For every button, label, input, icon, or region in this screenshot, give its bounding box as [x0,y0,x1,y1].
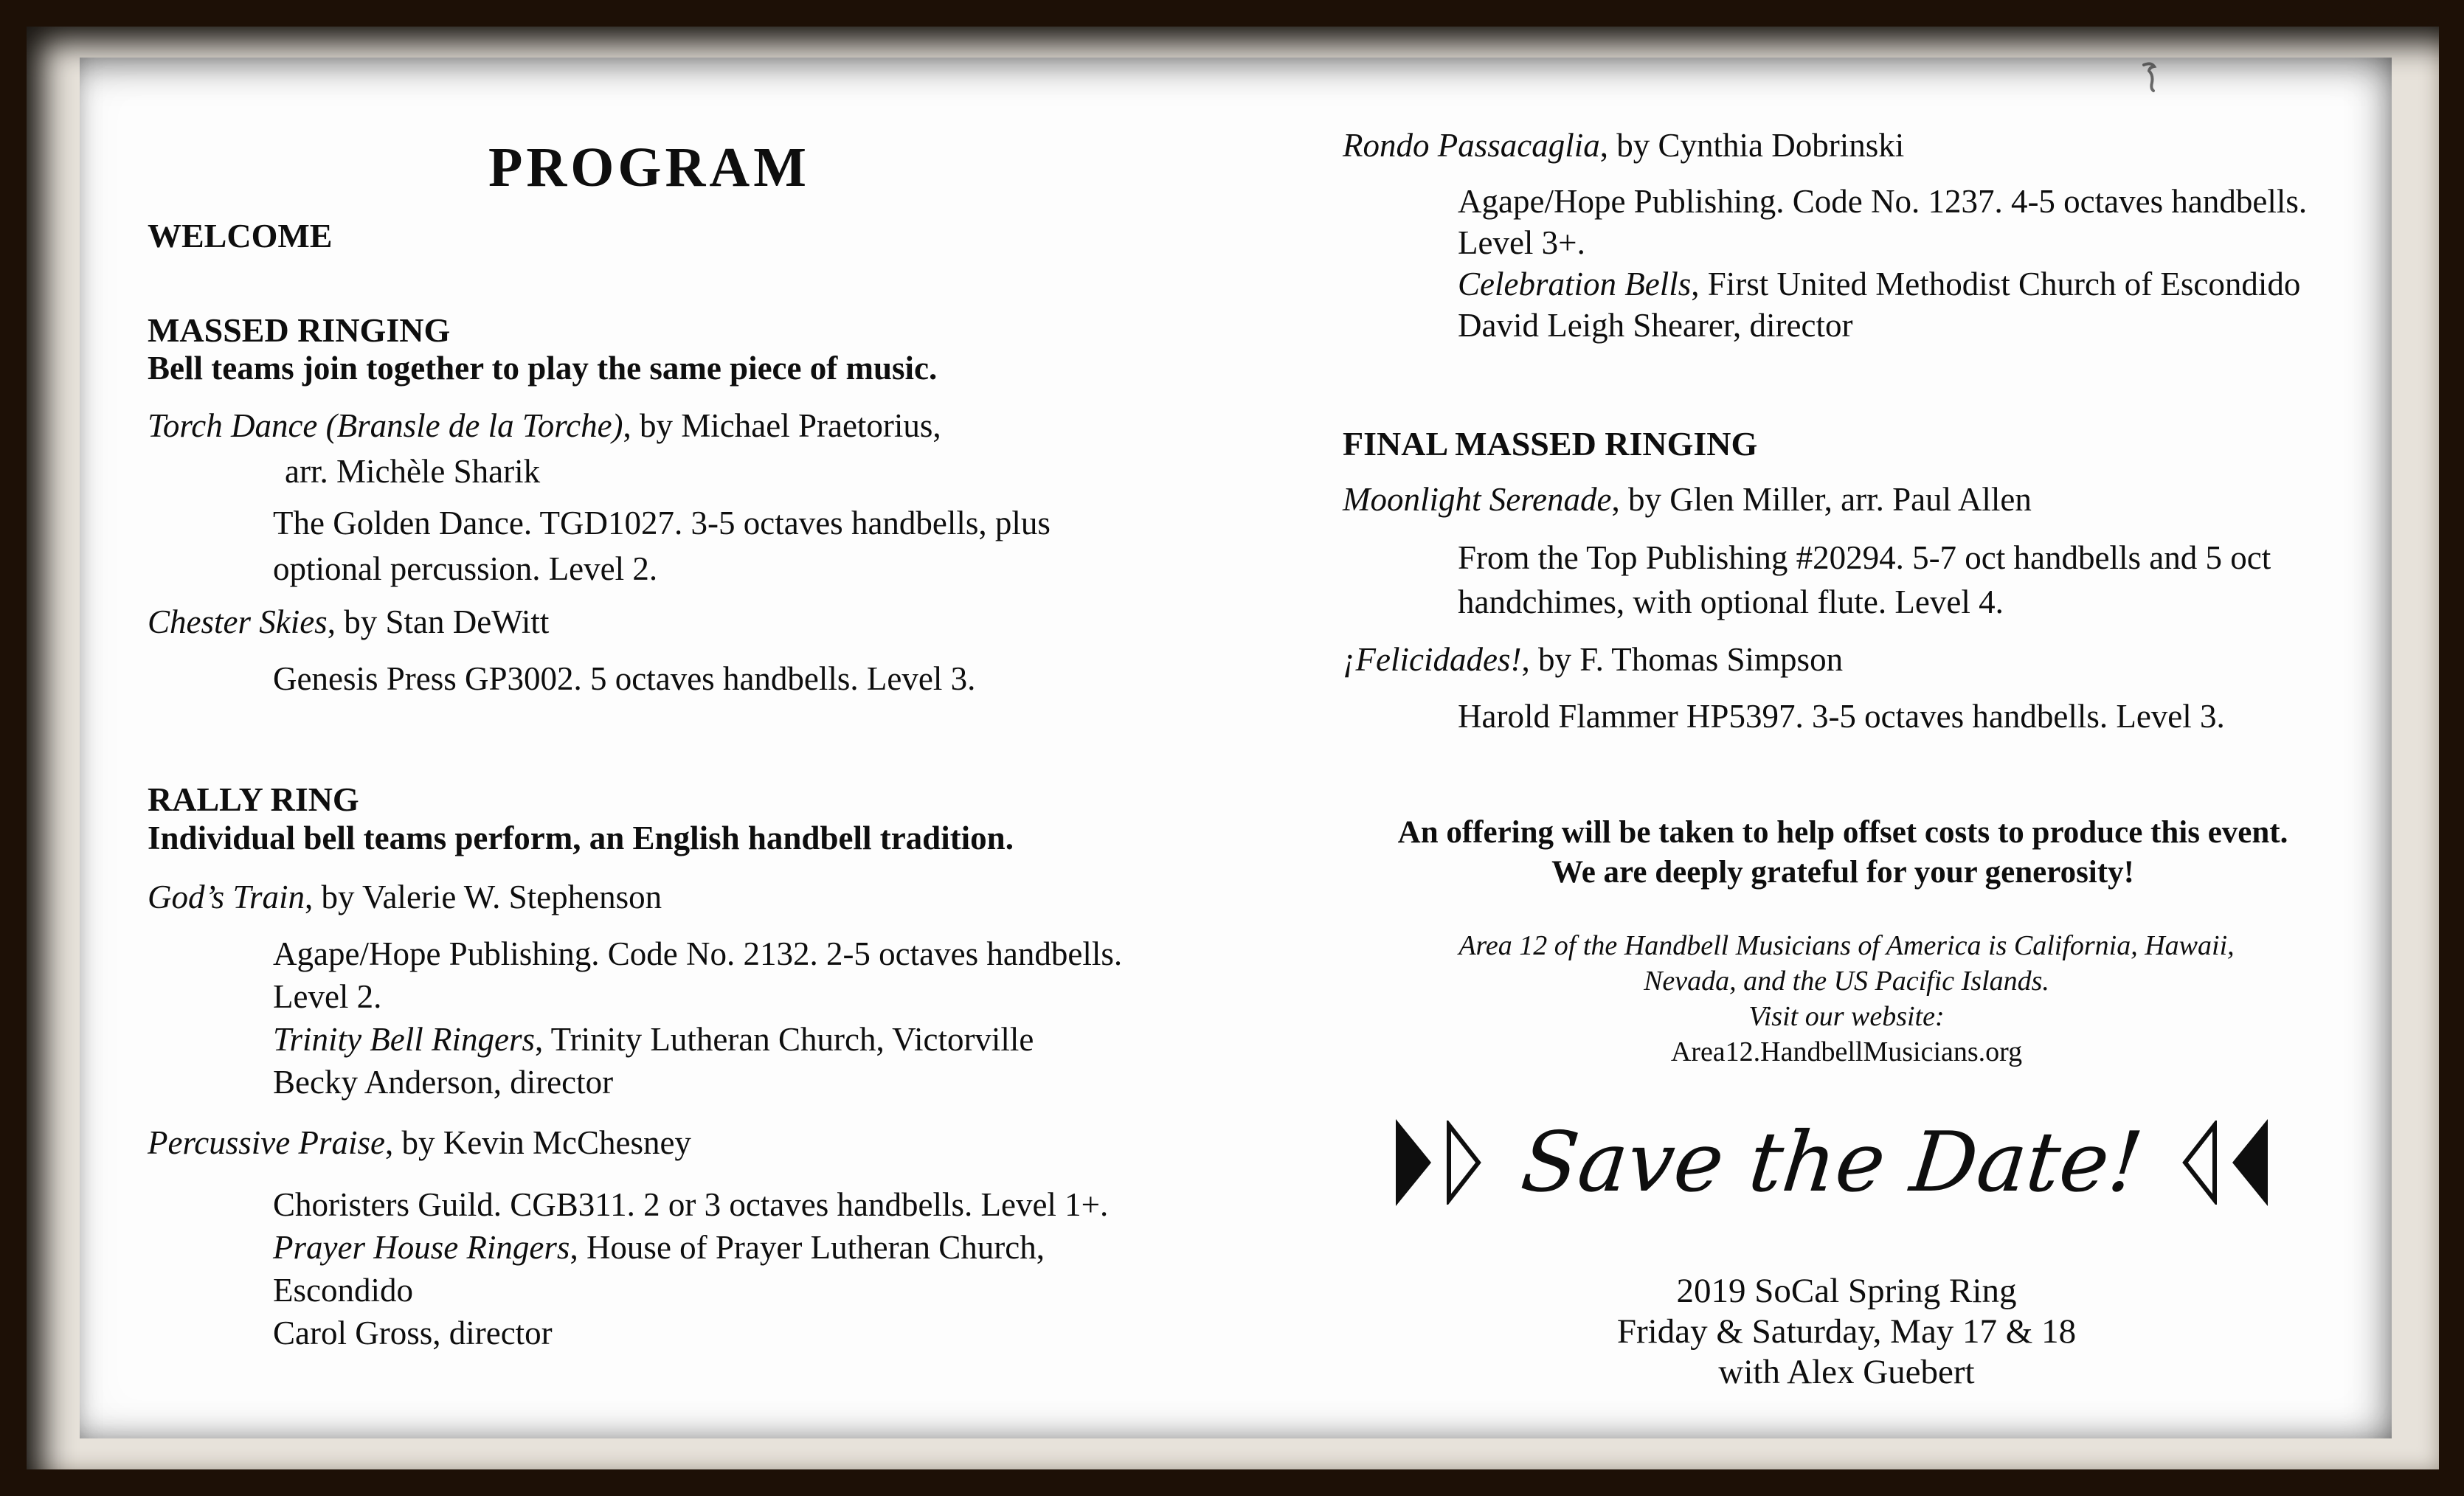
piece-line-torch-dance [148,404,941,448]
rally-ring-subheading: Individual bell teams perform, an English handbell tradition. [148,820,1014,856]
save-the-date-text: Save the Date! [1516,1115,2148,1211]
massed-ringing-heading: MASSED RINGING [148,311,451,349]
ensemble-church: , Trinity Lutheran Church, Victorville [535,1021,1034,1058]
piece-title: ¡Felicidades! [1343,641,1522,678]
publisher-line-chester-skies: Genesis Press GP3002. 5 octaves handbells. Level 3. [273,660,976,697]
ensemble-church: , House of Prayer Lutheran Church, [570,1229,1045,1266]
piece-title: God’s Train [148,879,305,915]
publisher-line: Agape/Hope Publishing. Code No. 2132. 2-5 octaves handbells. [273,935,1123,972]
piece-title: Chester Skies [148,603,328,640]
area12-website: Area12.HandbellMusicians.org [1670,1036,2023,1067]
piece-line-percussive-praise [148,1121,691,1165]
publisher-line: Level 3+. [1458,224,1585,261]
triangle-left-open-icon [2182,1121,2218,1205]
save-the-date-banner [1282,1096,2381,1229]
area12-note [1319,928,2374,1070]
ensemble-line [1458,263,2307,305]
publisher-line: optional percussion. Level 2. [273,550,658,587]
ensemble-name: Prayer House Ringers [273,1229,570,1266]
publisher-block-percussive-praise [273,1183,1108,1354]
publisher-block-gods-train [273,932,1122,1104]
rally-ring-heading: RALLY RING [148,780,359,818]
publisher-line: From the Top Publishing #20294. 5-7 oct handbells and 5 oct [1458,539,2271,576]
triangle-right-filled-icon [1394,1118,1433,1208]
piece-line-rondo-passacaglia [1343,124,1904,167]
welcome-heading: WELCOME [148,217,333,254]
ensemble-name: Trinity Bell Ringers [273,1021,535,1058]
ensemble-name: Celebration Bells [1458,266,1692,302]
area12-line: Nevada, and the US Pacific Islands. [1644,966,2049,997]
piece-byline: , by F. Thomas Simpson [1521,641,1844,678]
event-name: 2019 SoCal Spring Ring [1676,1272,2017,1310]
offering-line: An offering will be taken to help offset costs to produce this event. [1397,815,2288,850]
piece-byline: , by Michael Praetorius, [623,407,941,444]
piece-byline: , by Valerie W. Stephenson [305,879,662,915]
publisher-block-torch-dance [273,500,1051,592]
publisher-line: The Golden Dance. TGD1027. 3-5 octaves handbells, plus [273,505,1051,541]
piece-byline: , by Cynthia Dobrinski [1599,127,1905,164]
publisher-line-felicidades: Harold Flammer HP5397. 3-5 octaves handbells. Level 3. [1458,698,2225,735]
director-line: David Leigh Shearer, director [1458,307,1853,344]
piece-byline: , by Glen Miller, arr. Paul Allen [1611,481,2032,518]
piece-line-felicidades [1343,638,1843,682]
triangle-left-filled-icon [2231,1118,2269,1208]
director-line: Carol Gross, director [273,1315,553,1351]
piece-title: Moonlight Serenade [1343,481,1612,518]
event-clinician: with Alex Guebert [1718,1353,1975,1391]
publisher-line: Agape/Hope Publishing. Code No. 1237. 4-5 octaves handbells. [1458,183,2308,220]
piece-title: Rondo Passacaglia [1343,127,1600,164]
page-title: PROGRAM [488,136,811,198]
triangle-right-open-icon [1446,1121,1481,1205]
piece-line-chester-skies [148,600,549,644]
area12-line: Visit our website: [1748,1001,1945,1032]
offering-line: We are deeply grateful for your generosity! [1551,855,2134,890]
publisher-block-moonlight [1458,536,2271,624]
offering-notice [1304,813,2381,893]
massed-ringing-subheading: Bell teams join together to play the same piece of music. [148,350,938,387]
event-announcement [1319,1271,2374,1393]
ensemble-line [273,1018,1122,1061]
piece-title: Percussive Praise [148,1124,385,1161]
director-line: Becky Anderson, director [273,1064,614,1101]
event-dates: Friday & Saturday, May 17 & 18 [1616,1312,2077,1351]
ensemble-church: , First United Methodist Church of Escondido [1691,266,2301,302]
piece-line-moonlight-serenade [1343,478,2032,522]
piece-byline: , by Kevin McChesney [385,1124,691,1161]
piece-title: Torch Dance (Bransle de la Torche) [148,407,623,444]
publisher-line: Choristers Guild. CGB311. 2 or 3 octaves handbells. Level 1+. [273,1186,1109,1223]
program-page [80,58,2392,1438]
final-massed-ringing-heading: FINAL MASSED RINGING [1343,425,1758,463]
piece-line-gods-train [148,876,662,919]
ink-smudge [2139,60,2166,93]
arranger-line: arr. Michèle Sharik [285,453,541,490]
publisher-line: handchimes, with optional flute. Level 4. [1458,583,2004,620]
ensemble-city-line: Escondido [273,1272,413,1309]
ensemble-line [273,1226,1108,1269]
area12-line: Area 12 of the Handbell Musicians of America is California, Hawaii, [1458,930,2235,961]
piece-byline: , by Stan DeWitt [327,603,550,640]
publisher-line: Level 2. [273,978,382,1015]
publisher-block-rondo [1458,181,2307,346]
